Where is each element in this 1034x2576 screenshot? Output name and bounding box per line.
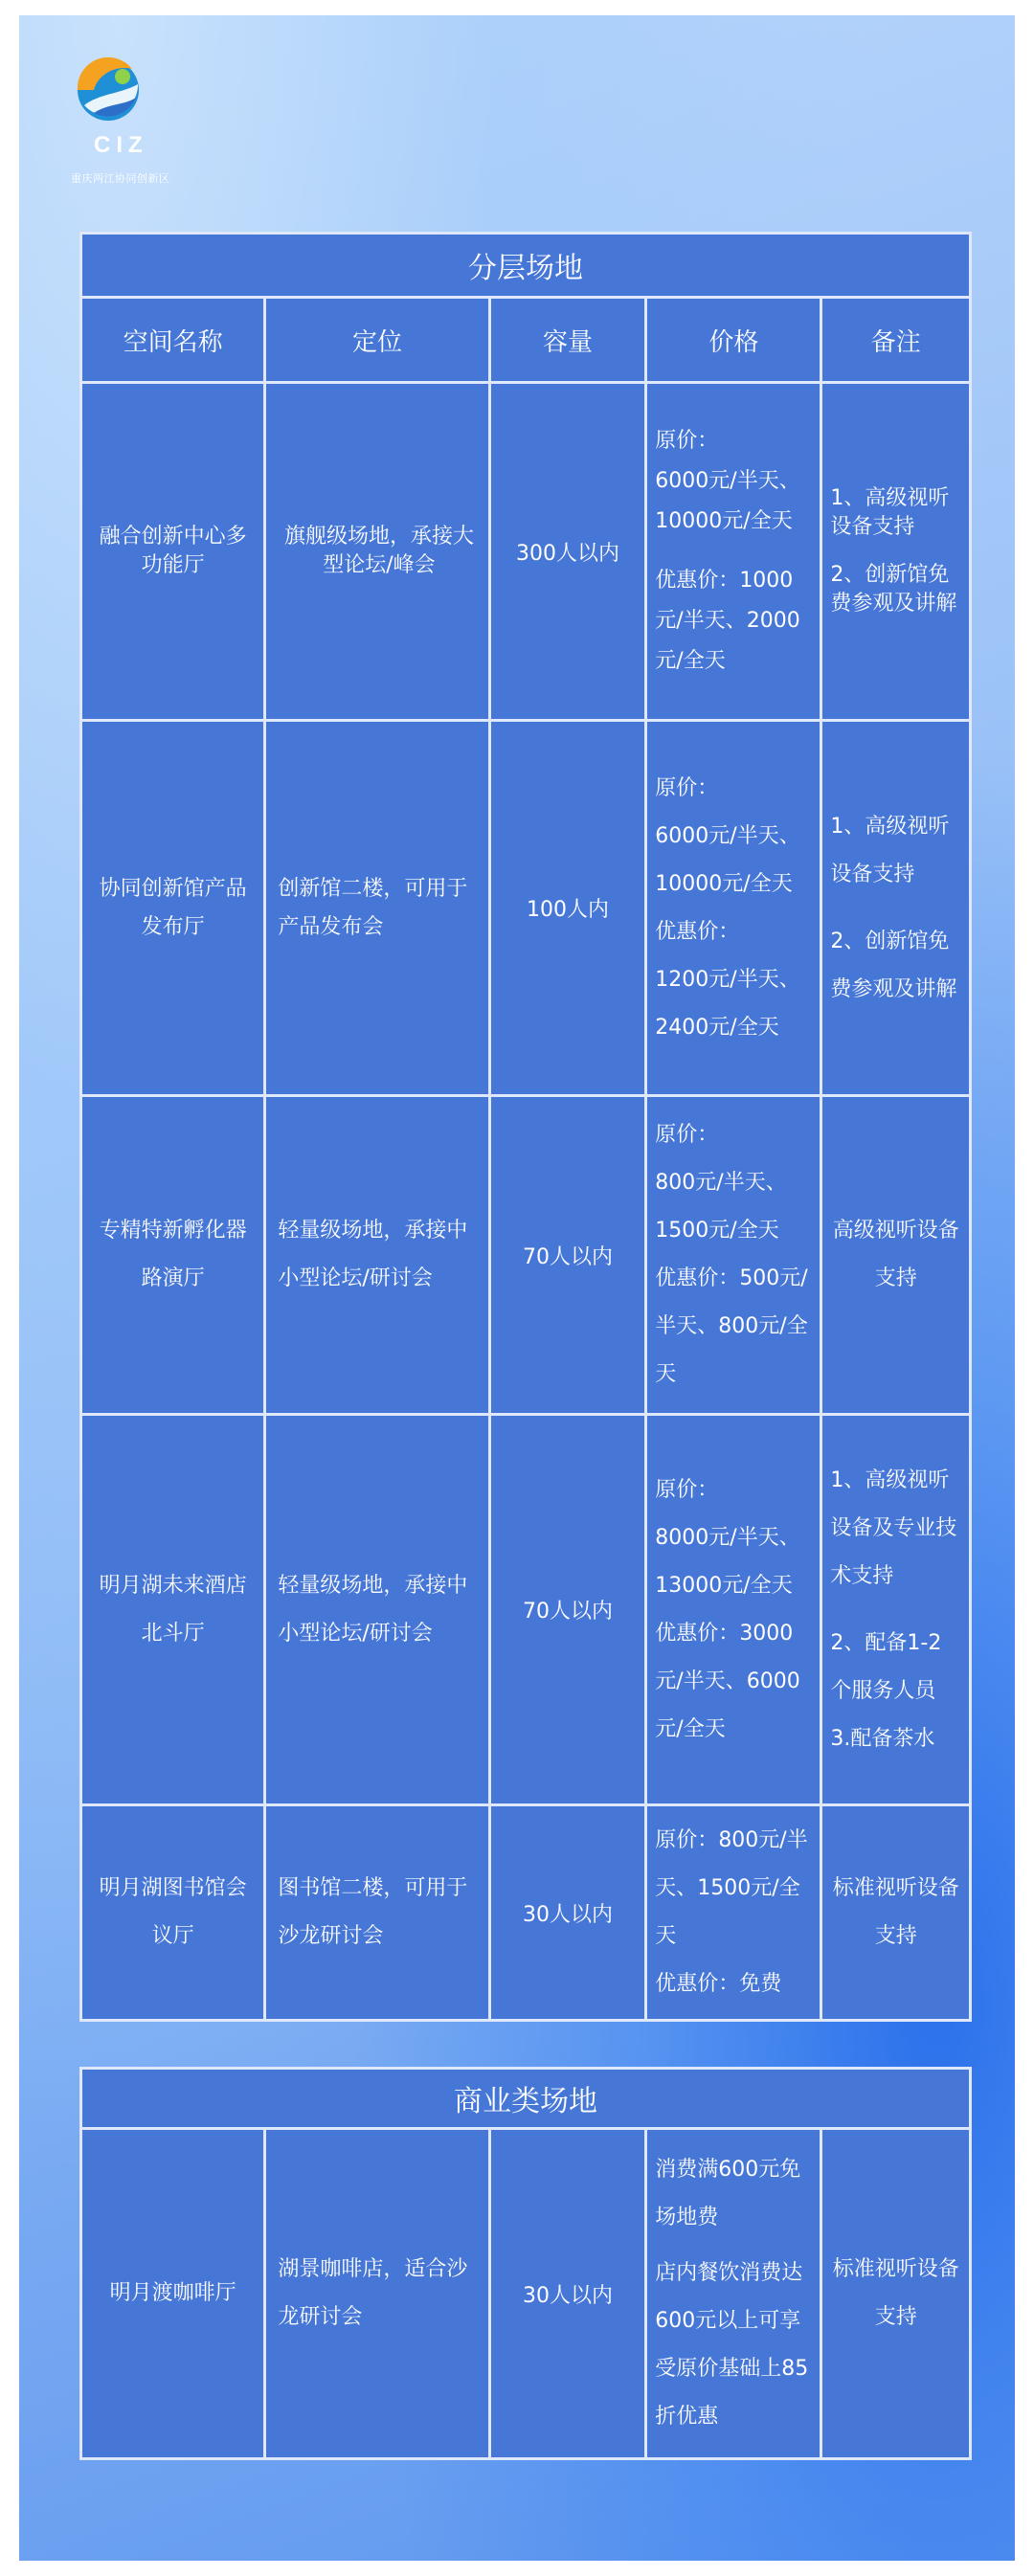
cell-price <box>646 383 821 721</box>
cell-capacity: 300人以内 <box>489 383 646 721</box>
price-original: 800元/半天、1500元/全天 <box>655 1828 808 1948</box>
price-discount-label: 优惠价： <box>655 1621 740 1646</box>
cell-price <box>646 2129 821 2459</box>
header-positioning: 定位 <box>265 298 489 383</box>
cell-positioning: 轻量级场地，承接中小型论坛/研讨会 <box>265 1096 489 1415</box>
cell-capacity: 100人内 <box>489 721 646 1096</box>
cell-notes <box>821 2129 971 2459</box>
ciz-logo <box>65 56 190 185</box>
table-row <box>81 2129 971 2459</box>
cell-notes <box>821 1415 971 1805</box>
table-title: 分层场地 <box>81 234 971 298</box>
cell-positioning: 轻量级场地，承接中小型论坛/研讨会 <box>265 1415 489 1805</box>
background-card <box>19 15 1015 2561</box>
note-line: 1、高级视听设备支持 <box>830 486 950 539</box>
price-discount: 免费 <box>739 1972 782 1996</box>
note-line: 1、高级视听设备支持 <box>830 814 950 886</box>
header-row <box>81 298 971 383</box>
logo-wordmark: CIZ <box>94 132 148 158</box>
cell-notes <box>821 1096 971 1415</box>
note-line: 标准视听设备支持 <box>832 2257 959 2329</box>
note-line: 标准视听设备支持 <box>832 1876 959 1948</box>
cell-capacity: 30人以内 <box>489 1805 646 2021</box>
price-original: 6000元/半天、10000元/全天 <box>655 469 800 533</box>
table-row <box>81 721 971 1096</box>
note-line: 3.配备茶水 <box>830 1726 935 1751</box>
cell-capacity: 70人以内 <box>489 1096 646 1415</box>
cell-notes <box>821 383 971 721</box>
note-line: 2、创新馆免费参观及讲解 <box>830 563 957 616</box>
price-line: 消费满600元免场地费 <box>655 2158 801 2229</box>
note-line: 高级视听设备支持 <box>832 1219 959 1290</box>
cell-space-name: 明月湖未来酒店北斗厅 <box>81 1415 265 1805</box>
price-original-label: 原价： <box>655 1123 719 1147</box>
price-discount-label: 优惠价： <box>655 569 740 593</box>
table-row <box>81 1415 971 1805</box>
cell-capacity: 30人以内 <box>489 2129 646 2459</box>
price-discount-label: 优惠价： <box>655 919 740 944</box>
price-original-label: 原价： <box>655 429 719 453</box>
price-original: 8000元/半天、13000元/全天 <box>655 1525 800 1598</box>
price-line: 店内餐饮消费达600元以上可享受原价基础上85折优惠 <box>655 2261 809 2429</box>
logo-subtitle: 重庆两江协同创新区 <box>71 172 170 185</box>
note-line: 2、配备1-2个服务人员 <box>830 1630 942 1703</box>
cell-notes <box>821 1805 971 2021</box>
cell-space-name: 专精特新孵化器路演厅 <box>81 1096 265 1415</box>
price-original: 6000元/半天、10000元/全天 <box>655 823 800 896</box>
price-discount: 1000元/半天、2000元/全天 <box>655 569 800 673</box>
header-notes: 备注 <box>821 298 971 383</box>
header-price: 价格 <box>646 298 821 383</box>
note-line: 2、创新馆免费参观及讲解 <box>830 929 957 1001</box>
cell-price <box>646 721 821 1096</box>
header-space-name: 空间名称 <box>81 298 265 383</box>
header-capacity: 容量 <box>489 298 646 383</box>
venue-table-commercial <box>79 2067 972 2460</box>
table-row <box>81 383 971 721</box>
price-original-label: 原价： <box>655 1477 719 1502</box>
venue-table-tiered <box>79 232 972 2022</box>
price-discount: 3000元/半天、6000元/全天 <box>655 1621 800 1741</box>
price-discount-row <box>655 1960 812 2008</box>
table-row <box>81 1805 971 2021</box>
logo-emblem-icon <box>65 56 151 132</box>
price-original-label: 原价： <box>655 775 719 800</box>
cell-space-name: 协同创新馆产品发布厅 <box>81 721 265 1096</box>
price-original-label: 原价： <box>655 1828 719 1852</box>
table-title: 商业类场地 <box>81 2069 971 2129</box>
price-discount: 500元/半天、800元/全天 <box>655 1266 808 1386</box>
cell-space-name: 明月渡咖啡厅 <box>81 2129 265 2459</box>
cell-notes <box>821 721 971 1096</box>
price-discount-label: 优惠价： <box>655 1266 740 1290</box>
cell-price <box>646 1415 821 1805</box>
note-line: 1、高级视听设备及专业技术支持 <box>830 1467 957 1588</box>
price-discount: 1200元/半天、2400元/全天 <box>655 967 800 1040</box>
cell-positioning: 图书馆二楼，可用于沙龙研讨会 <box>265 1805 489 2021</box>
cell-space-name: 融合创新中心多功能厅 <box>81 383 265 721</box>
price-original: 800元/半天、1500元/全天 <box>655 1171 787 1243</box>
cell-capacity: 70人以内 <box>489 1415 646 1805</box>
cell-price <box>646 1096 821 1415</box>
cell-space-name: 明月湖图书馆会议厅 <box>81 1805 265 2021</box>
cell-positioning: 创新馆二楼，可用于产品发布会 <box>265 721 489 1096</box>
price-discount-label: 优惠价： <box>655 1972 740 1996</box>
cell-price <box>646 1805 821 2021</box>
table-row <box>81 1096 971 1415</box>
cell-positioning: 旗舰级场地，承接大型论坛/峰会 <box>265 383 489 721</box>
cell-positioning: 湖景咖啡店，适合沙龙研讨会 <box>265 2129 489 2459</box>
